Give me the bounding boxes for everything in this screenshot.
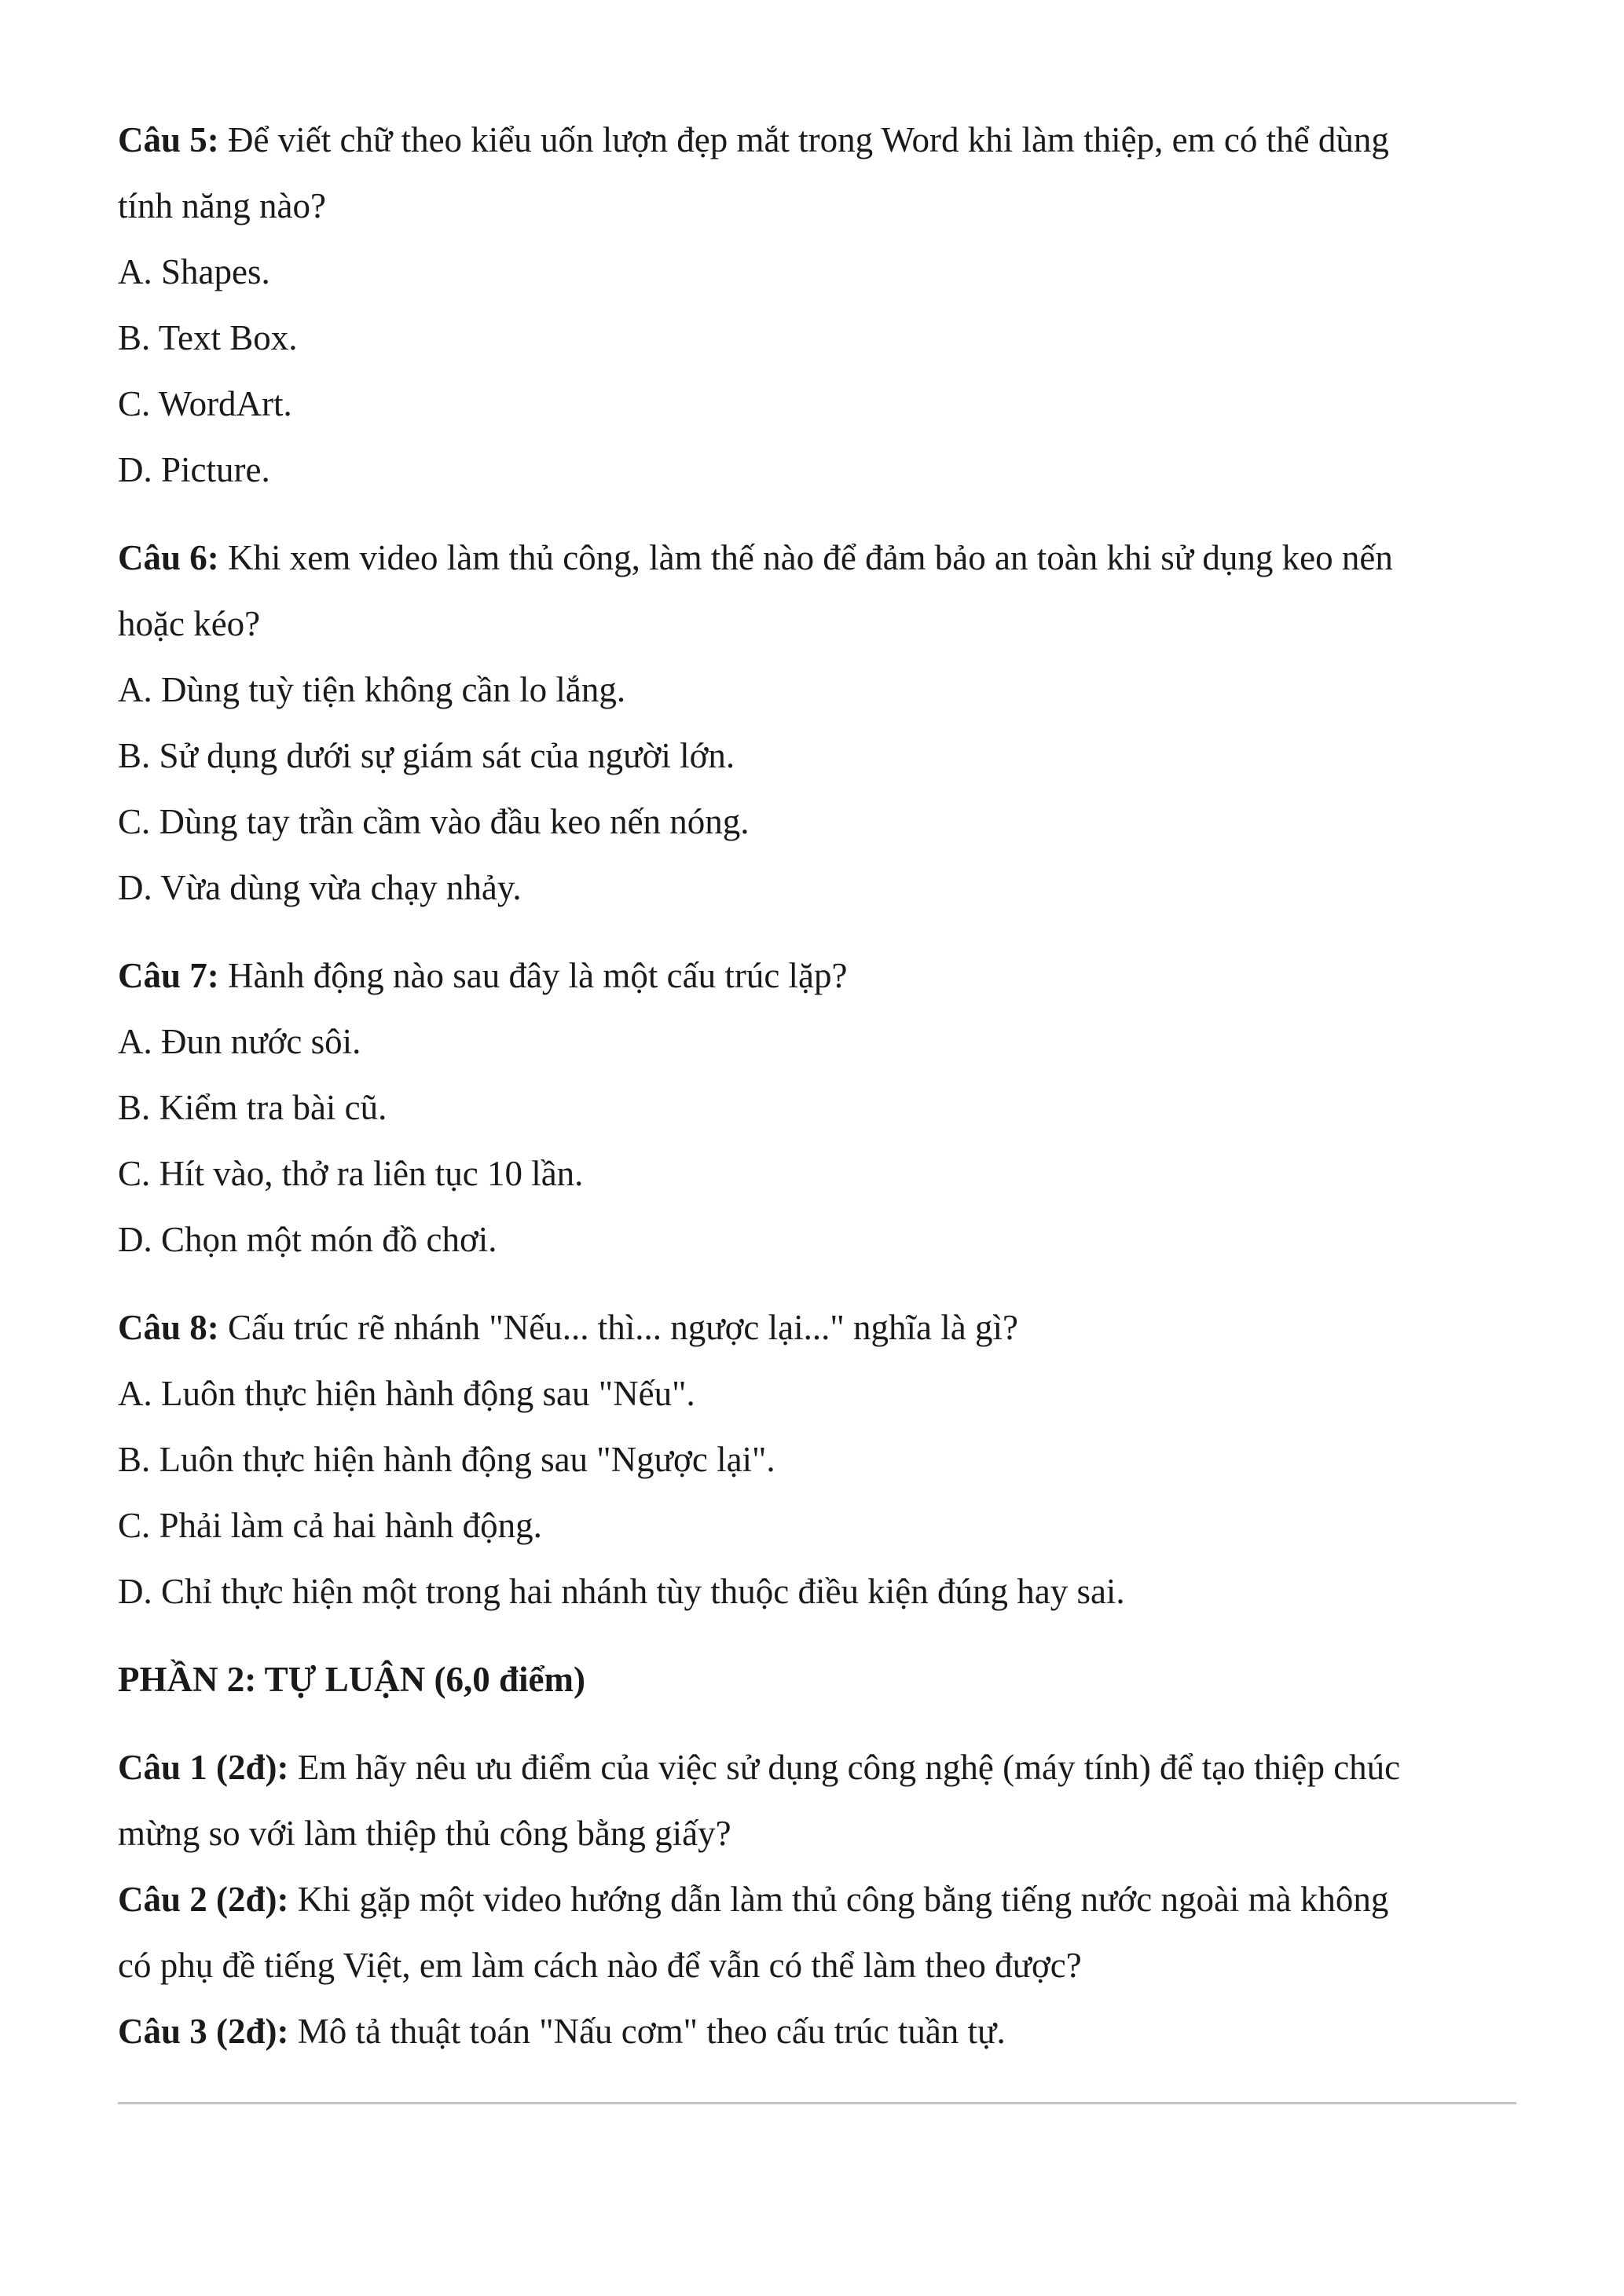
essay-questions — [118, 1734, 1516, 2064]
question-text-continued: hoặc kéo? — [118, 604, 261, 643]
question-stem — [118, 525, 1516, 591]
question-label: Câu 7: — [118, 956, 219, 995]
horizontal-divider — [118, 2102, 1516, 2104]
question-text: Hành động nào sau đây là một cấu trúc lặp? — [218, 956, 848, 995]
option-b: B. Sử dụng dưới sự giám sát của người lớn. — [118, 736, 735, 775]
option-c: C. Phải làm cả hai hành động. — [118, 1506, 542, 1545]
option-a: A. Dùng tuỳ tiện không cần lo lắng. — [118, 670, 626, 709]
option-d: D. Vừa dùng vừa chạy nhảy. — [118, 868, 522, 907]
question-stem — [118, 107, 1516, 173]
option-d: D. Chỉ thực hiện một trong hai nhánh tùy thuộc điều kiện đúng hay sai. — [118, 1572, 1125, 1611]
question-label: Câu 1 (2đ): — [118, 1748, 289, 1787]
option-c: C. WordArt. — [118, 384, 292, 423]
question-text-continued: tính năng nào? — [118, 186, 326, 225]
question-7 — [118, 943, 1516, 1273]
option-c: C. Hít vào, thở ra liên tục 10 lần. — [118, 1154, 584, 1193]
option-b: B. Kiểm tra bài cũ. — [118, 1088, 387, 1127]
question-text: Em hãy nêu ưu điểm của việc sử dụng công nghệ (máy tính) để tạo thiệp chúc — [288, 1748, 1401, 1787]
question-label: Câu 3 (2đ): — [118, 2012, 289, 2051]
essay-question-2-continued: có phụ đề tiếng Việt, em làm cách nào để vẫn có thể làm theo được? — [118, 1946, 1082, 1985]
option-a: A. Đun nước sôi. — [118, 1022, 361, 1061]
question-stem — [118, 1294, 1516, 1360]
essay-question-1-continued: mừng so với làm thiệp thủ công bằng giấy? — [118, 1814, 731, 1853]
question-label: Câu 6: — [118, 538, 219, 577]
question-8 — [118, 1294, 1516, 1624]
option-d: D. Picture. — [118, 450, 270, 489]
option-a: A. Luôn thực hiện hành động sau "Nếu". — [118, 1374, 695, 1413]
option-d: D. Chọn một món đồ chơi. — [118, 1220, 497, 1259]
essay-question-2 — [118, 1866, 1516, 1932]
question-text: Cấu trúc rẽ nhánh "Nếu... thì... ngược lại..." nghĩa là gì? — [218, 1308, 1018, 1347]
question-text: Khi gặp một video hướng dẫn làm thủ công bằng tiếng nước ngoài mà không — [288, 1880, 1389, 1919]
question-5 — [118, 107, 1516, 503]
section-title: PHẦN 2: TỰ LUẬN (6,0 điểm) — [118, 1660, 585, 1699]
document-page — [118, 0, 1516, 2064]
question-text: Để viết chữ theo kiểu uốn lượn đẹp mắt trong Word khi làm thiệp, em có thể dùng — [218, 120, 1389, 159]
question-stem — [118, 943, 1516, 1009]
option-b: B. Text Box. — [118, 318, 298, 357]
question-text: Khi xem video làm thủ công, làm thế nào để đảm bảo an toàn khi sử dụng keo nến — [218, 538, 1393, 577]
option-c: C. Dùng tay trần cầm vào đầu keo nến nóng. — [118, 802, 750, 841]
question-label: Câu 5: — [118, 120, 219, 159]
essay-question-1 — [118, 1734, 1516, 1800]
question-label: Câu 2 (2đ): — [118, 1880, 289, 1919]
question-label: Câu 8: — [118, 1308, 219, 1347]
question-text: Mô tả thuật toán "Nấu cơm" theo cấu trúc tuần tự. — [288, 2012, 1006, 2051]
question-6 — [118, 525, 1516, 921]
option-b: B. Luôn thực hiện hành động sau "Ngược lại". — [118, 1440, 775, 1479]
option-a: A. Shapes. — [118, 252, 270, 291]
essay-question-3 — [118, 1998, 1516, 2064]
